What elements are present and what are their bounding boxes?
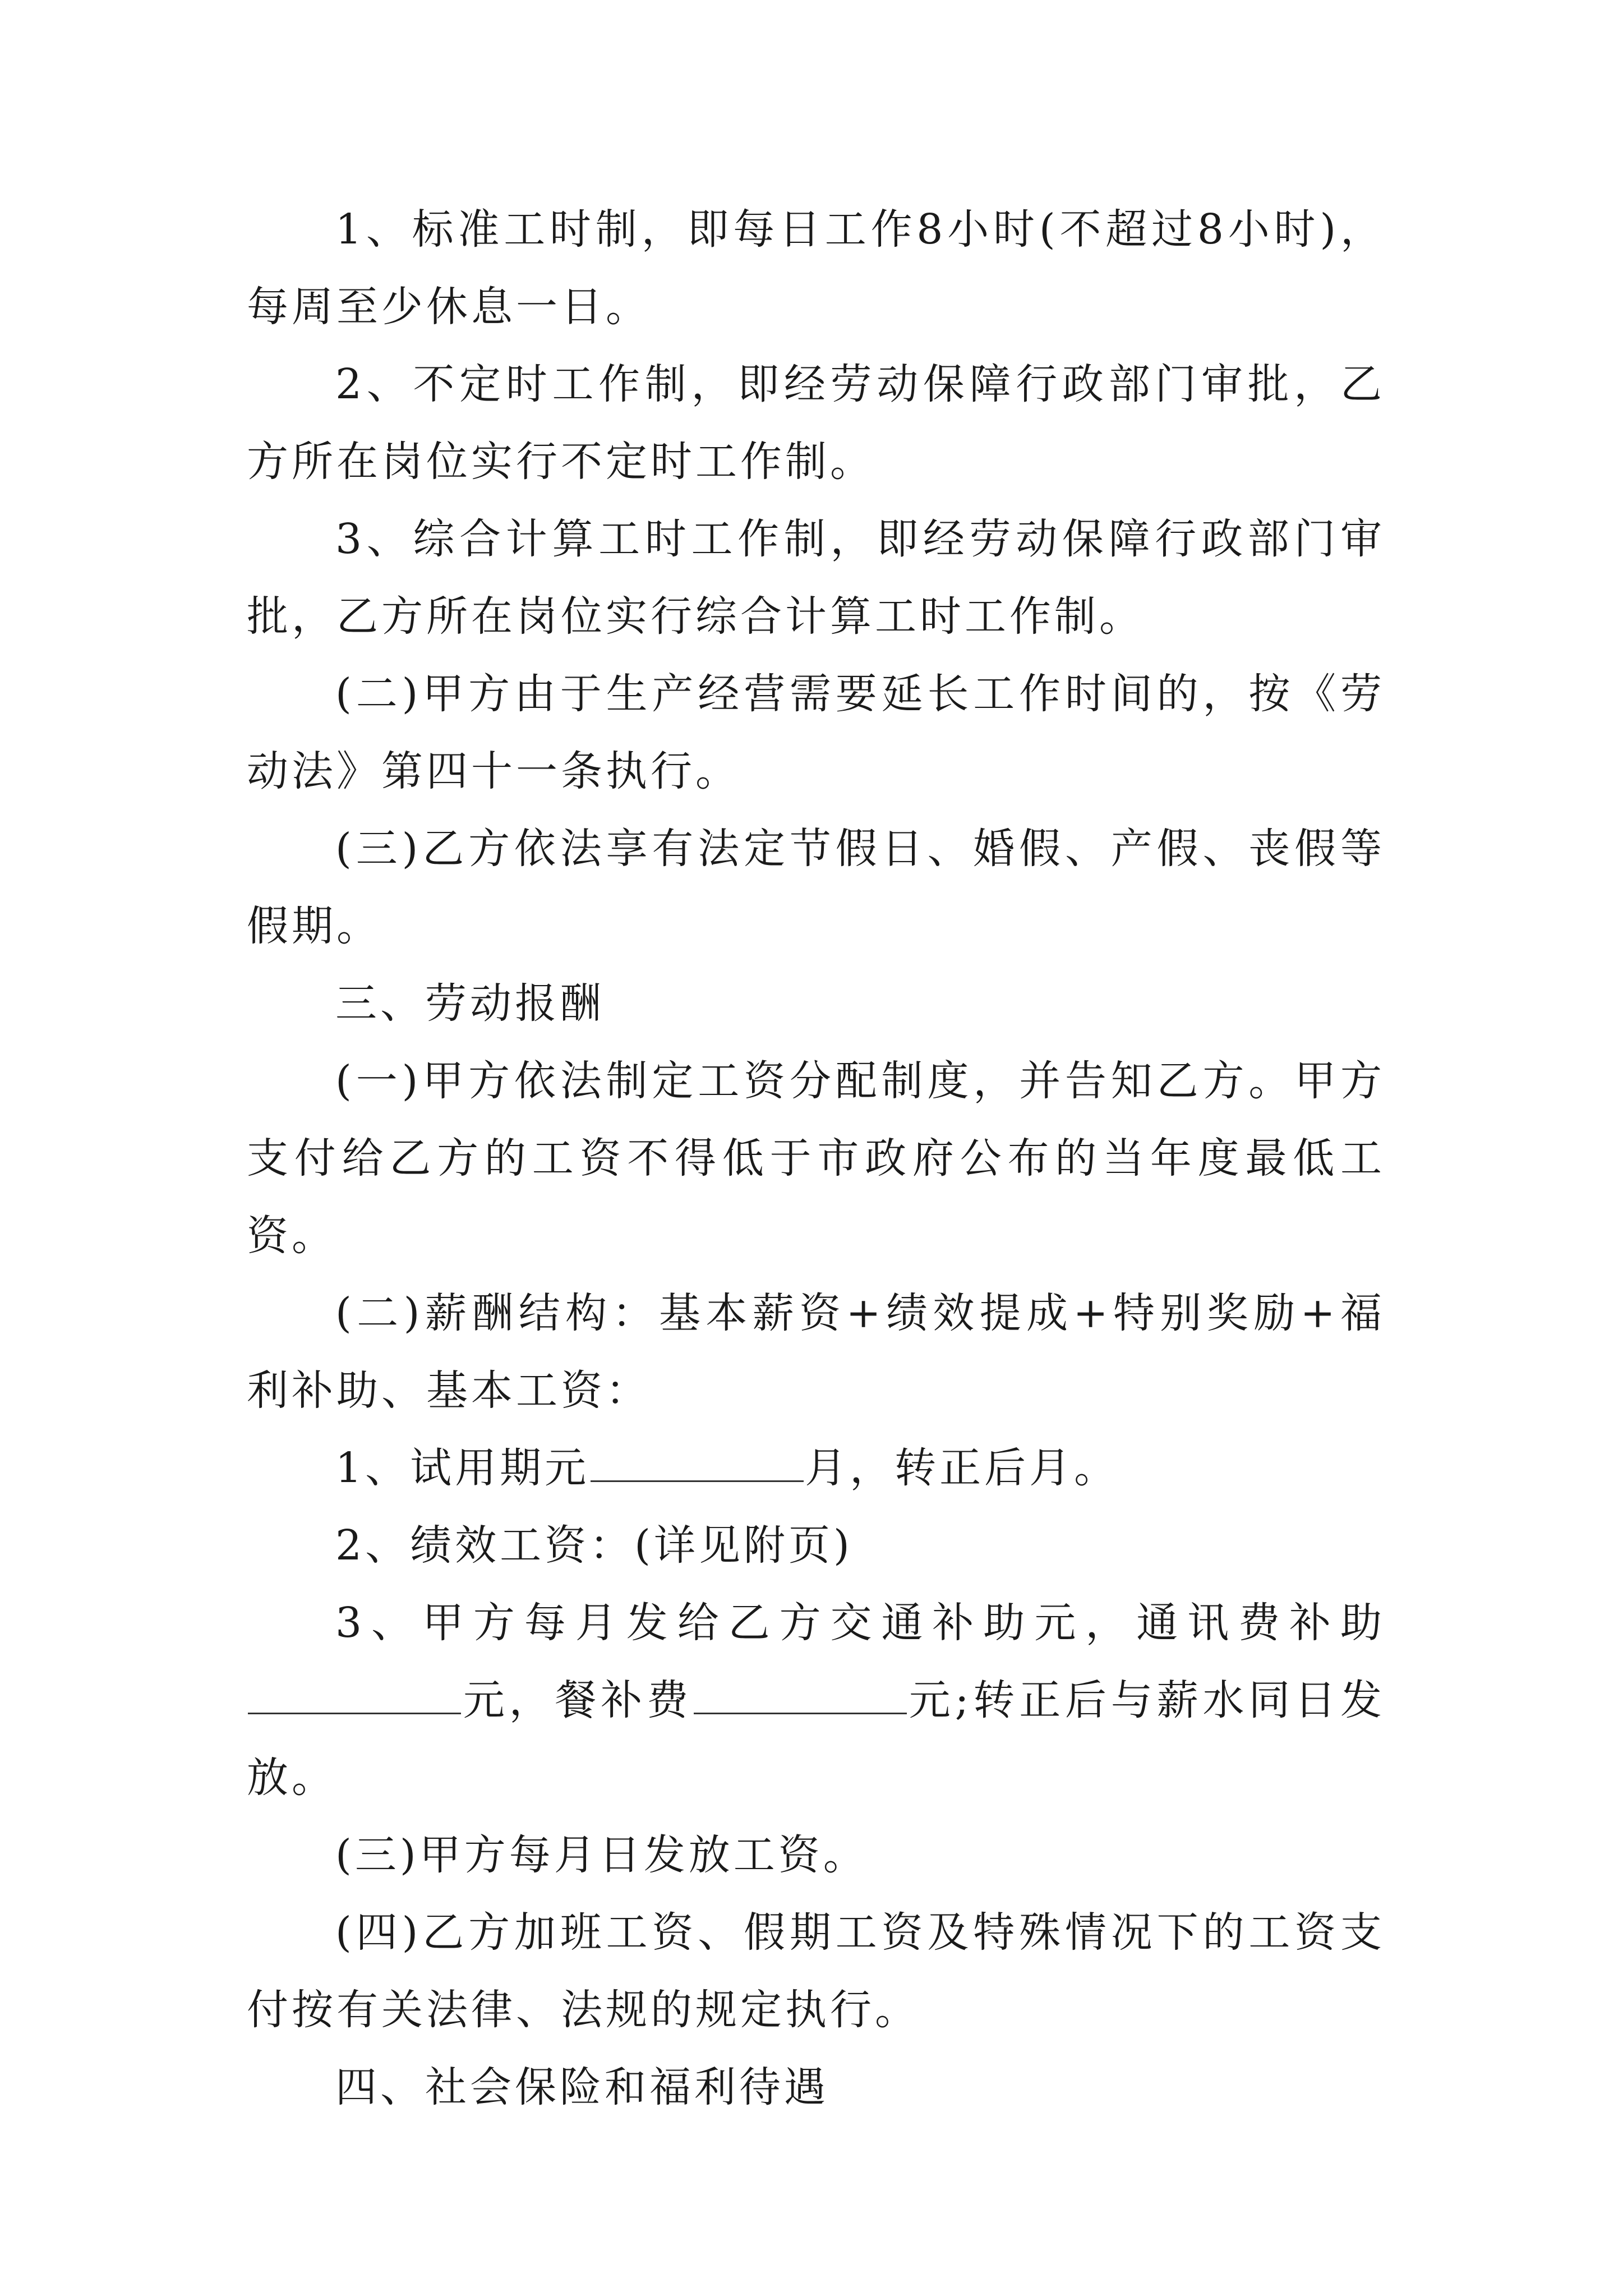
paragraph-comprehensive-hours: 3、综合计算工时工作制，即经劳动保障行政部门审批，乙方所在岗位实行综合计算工时工作制。 (247, 515, 1385, 641)
paragraph-holidays: (三)乙方依法享有法定节假日、婚假、产假、丧假等假期。 (247, 825, 1385, 950)
probation-text-before: 1、试用期元 (335, 1444, 590, 1492)
paragraph-wage-system: (一)甲方依法制定工资分配制度，并告知乙方。甲方支付给乙方的工资不得低于市政府公布的当年度最低工资。 (247, 1057, 1385, 1260)
paragraph-flexible-hours: 2、不定时工作制，即经劳动保障行政部门审批，乙方所在岗位实行不定时工作制。 (247, 360, 1385, 486)
paragraph-special-pay: (四)乙方加班工资、假期工资及特殊情况下的工资支付按有关法律、法规的规定执行。 (247, 1908, 1385, 2034)
document-body (247, 191, 1385, 2126)
communication-subsidy-blank (248, 1673, 461, 1714)
paragraph-subsidies (247, 1584, 1385, 1816)
paragraph-overtime: (二)甲方由于生产经营需要延长工作时间的，按《劳动法》第四十一条执行。 (247, 670, 1385, 795)
section-heading-social-insurance: 四、社会保险和福利待遇 (335, 2063, 829, 2111)
paragraph-performance-pay: 2、绩效工资：(详见附页) (335, 1521, 853, 1570)
subsidy-text-part3: 元;转正后与薪水同日发放。 (247, 1676, 1385, 1802)
probation-text-after: 月，转正后月。 (805, 1444, 1119, 1492)
paragraph-probation-pay (247, 1429, 1385, 1507)
paragraph-pay-date: (三)甲方每月日发放工资。 (335, 1831, 868, 1879)
subsidy-text-part1: 3、甲方每月发给乙方交通补助元，通讯费补助 (335, 1599, 1385, 1647)
subsidy-text-part2: 元，餐补费 (462, 1676, 693, 1724)
probation-amount-blank (591, 1441, 804, 1482)
meal-subsidy-blank (694, 1673, 907, 1714)
section-heading-remuneration: 三、劳动报酬 (335, 979, 605, 1028)
paragraph-salary-structure: (二)薪酬结构：基本薪资+绩效提成+特别奖励+福利补助、基本工资： (247, 1289, 1385, 1415)
paragraph-standard-hours: 1、标准工时制，即每日工作8小时(不超过8小时)，每周至少休息一日。 (247, 205, 1385, 331)
